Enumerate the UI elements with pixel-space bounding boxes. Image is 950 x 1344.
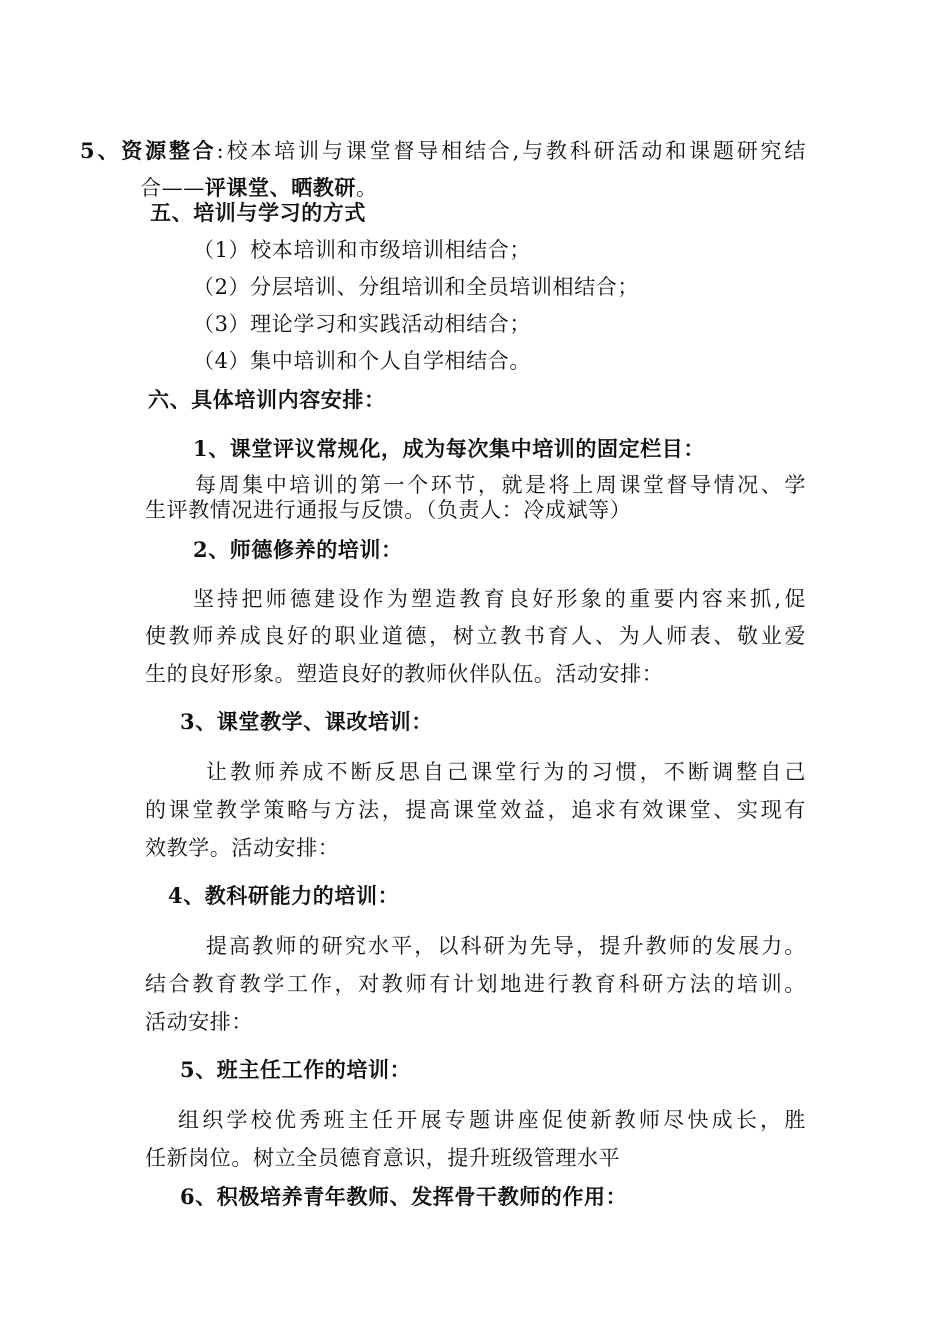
sub-2-line-2: 使教师养成良好的职业道德，树立教书育人、为人师表、敬业爱 xyxy=(145,624,806,648)
sub-3-line-1: 让教师养成不断反思自己课堂行为的习惯，不断调整自己 xyxy=(206,760,806,784)
resource-integration-label: 5、资源整合 xyxy=(80,138,217,163)
sub-3-heading: 3、课堂教学、课改培训： xyxy=(180,709,433,734)
sub-3-line-2: 的课堂教学策略与方法，提高课堂效益，追求有效课堂、实现有 xyxy=(145,798,806,822)
sub-6-heading: 6、积极培养青年教师、发挥骨干教师的作用： xyxy=(180,1184,628,1209)
sub-1-line-1: 每周集中培训的第一个环节，就是将上周课堂督导情况、学 xyxy=(195,473,806,497)
sub-4-line-2: 结合教育教学工作，对教师有计划地进行教育科研方法的培训。 xyxy=(145,972,806,996)
section-6-heading: 六、具体培训内容安排： xyxy=(148,387,386,412)
resource-integration-end: 。 xyxy=(356,176,378,200)
sub-1-heading: 1、课堂评议常规化，成为每次集中培训的固定栏目： xyxy=(193,436,706,461)
section-5-heading: 五、培训与学习的方式 xyxy=(150,200,366,225)
sub-5-line-1: 组织学校优秀班主任开展专题讲座促使新教师尽快成长，胜 xyxy=(178,1108,806,1132)
sub-3-line-3: 效教学。活动安排： xyxy=(145,836,340,860)
sub-4-line-3: 活动安排： xyxy=(145,1010,253,1034)
section-5-item-1: （1）校本培训和市级培训相结合； xyxy=(193,238,531,262)
sub-2-line-1: 坚持把师德建设作为塑造教育良好形象的重要内容来抓,促 xyxy=(193,587,806,611)
sub-4-heading: 4、教科研能力的培训： xyxy=(168,883,400,908)
sub-4-line-1: 提高教师的研究水平，以科研为先导，提升教师的发展力。 xyxy=(206,934,806,958)
sub-5-heading: 5、班主任工作的培训： xyxy=(180,1057,412,1082)
resource-integration-bold: 评课堂、晒教研 xyxy=(204,175,357,200)
sub-2-line-3: 生的良好形象。塑造良好的教师伙伴队伍。活动安排： xyxy=(145,662,664,686)
sub-2-heading: 2、师德修养的培训： xyxy=(193,537,403,562)
section-5-item-3: （3）理论学习和实践活动相结合； xyxy=(193,312,531,336)
resource-integration-prefix: 合—— xyxy=(140,176,205,200)
sub-1-line-2: 生评教情况进行通报与反馈。（负责人：冷成斌等） xyxy=(145,498,632,522)
sub-5-line-2: 任新岗位。树立全员德育意识，提升班级管理水平 xyxy=(145,1146,621,1170)
resource-integration-line-2 xyxy=(140,174,378,202)
section-5-item-2: （2）分层培训、分组培训和全员培训相结合； xyxy=(193,275,639,299)
section-5-item-4: （4）集中培训和个人自学相结合。 xyxy=(193,349,531,373)
resource-integration-text: :校本培训与课堂督导相结合,与教科研活动和课题研究结 xyxy=(216,139,806,163)
resource-integration-line-1 xyxy=(80,137,806,165)
